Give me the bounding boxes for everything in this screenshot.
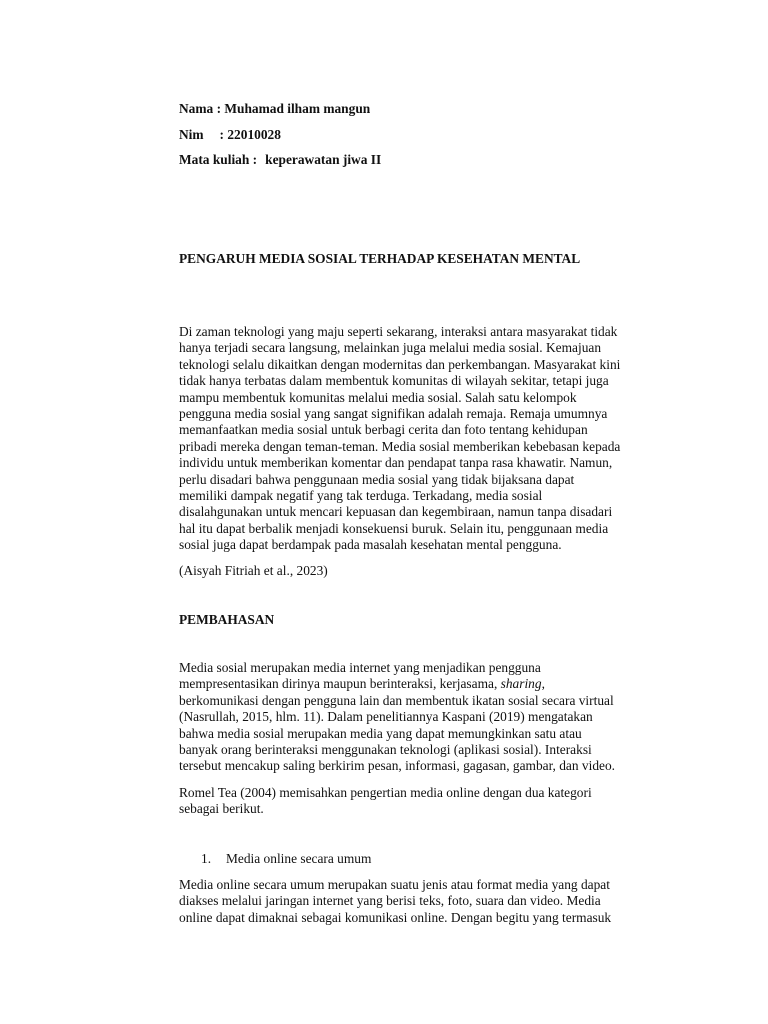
student-name: Nama : Muhamad ilham mangun: [179, 101, 371, 116]
text-line: bahwa media sosial merupakan media yang dapat memungkinkan satu atau: [179, 725, 582, 741]
text-line: hal itu dapat berbalik menjadi konsekuensi buruk. Selain itu, penggunaan media: [179, 520, 609, 536]
body-paragraph-1: [179, 660, 679, 775]
text-line: pribadi mereka dengan teman-teman. Media sosial memberikan kebebasan kepada: [179, 438, 621, 454]
text-line: tidak hanya terbatas dalam membentuk komunitas di wilayah sekitar, tetapi juga: [179, 373, 609, 389]
text-line: Media online secara umum merupakan suatu jenis atau format media yang dapat: [179, 877, 610, 892]
text-line: Romel Tea (2004) memisahkan pengertian media online dengan dua kategori: [179, 785, 592, 800]
intro-paragraph: [179, 324, 679, 554]
text-line: banyak orang berinteraksi menggunakan teknologi (aplikasi sosial). Interaksi: [179, 742, 592, 758]
para1-line: Media sosial merupakan media internet yang menjadikan pengguna: [179, 660, 541, 675]
text-line: teknologi selalu dikaitkan dengan modernitas dan perkembangan. Masyarakat kini: [179, 356, 621, 372]
text-line: berkomunikasi dengan pengguna lain dan membentuk ikatan sosial secara virtual: [179, 692, 614, 708]
body-paragraph-2: [179, 785, 679, 818]
course-label: Mata kuliah :: [179, 152, 258, 167]
text-line: sebagai berikut.: [179, 801, 264, 817]
nim-value: : 22010028: [219, 127, 281, 142]
document-title: PENGARUH MEDIA SOSIAL TERHADAP KESEHATAN MENTAL: [179, 251, 581, 266]
student-nim: [179, 127, 281, 143]
text-line: disalahgunakan untuk mencari kepuasan dan kegembiraan, namun tanpa disadari: [179, 504, 613, 520]
list-number: 1.: [201, 851, 212, 866]
text-line: diakses melalui jaringan internet yang berisi teks, foto, suara dan video. Media: [179, 893, 601, 909]
text-line: online dapat dimaknai sebagai komunikasi online. Dengan begitu yang termasuk: [179, 909, 612, 925]
para1-italic-term: sharing: [500, 676, 542, 692]
para1-rest: [179, 693, 679, 775]
para1-text: ,: [541, 676, 545, 692]
text-line: individu untuk memberikan komentar dan pendapat tanpa rasa khawatir. Namun,: [179, 455, 613, 471]
text-line: memanfaatkan media sosial untuk berbagi cerita dan foto tentang kehidupan: [179, 422, 588, 438]
course-name: [179, 152, 381, 168]
text-line: memiliki dampak negatif yang tak terduga. Terkadang, media sosial: [179, 488, 543, 504]
text-line: tersebut mencakup saling berkirim pesan, informasi, gagasan, gambar, dan video.: [179, 758, 616, 774]
text-line: pengguna media sosial yang sangat signifikan adalah remaja. Remaja umumnya: [179, 406, 608, 422]
nim-label: Nim: [179, 127, 204, 142]
text-line: sosial juga dapat berdampak pada masalah kesehatan mental pengguna.: [179, 537, 562, 553]
list-item: [201, 851, 371, 867]
intro-citation: (Aisyah Fitriah et al., 2023): [179, 563, 328, 578]
text-line: mampu membentuk komunitas melalui media sosial. Salah satu kelompok: [179, 389, 577, 405]
para1-line: [179, 676, 679, 692]
course-value: keperawatan jiwa II: [265, 152, 382, 167]
text-line: Di zaman teknologi yang maju seperti sekarang, interaksi antara masyarakat tidak: [179, 324, 618, 339]
section-heading: PEMBAHASAN: [179, 612, 275, 627]
text-line: perlu disadari bahwa penggunaan media sosial yang tidak bijaksana dapat: [179, 471, 575, 487]
text-line: hanya terjadi secara langsung, melainkan juga melalui media sosial. Kemajuan: [179, 340, 602, 356]
list-label: Media online secara umum: [226, 851, 372, 866]
body-paragraph-3: [179, 877, 679, 926]
text-line: (Nasrullah, 2015, hlm. 11). Dalam penelitiannya Kaspani (2019) mengatakan: [179, 709, 593, 725]
para1-text: mempresentasikan dirinya maupun berinteraksi, kerjasama,: [179, 676, 501, 692]
